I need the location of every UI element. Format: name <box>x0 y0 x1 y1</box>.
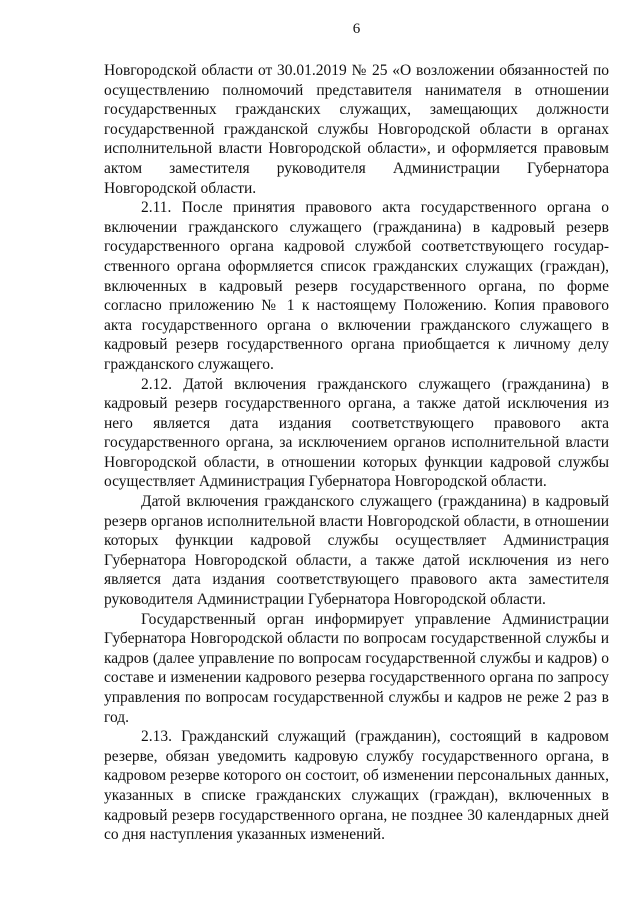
document-page <box>104 20 609 845</box>
paragraph-2-12-informing: Государственный орган информирует управление Администрации Губернатора Новгородской области по вопросам государственной службы и кадров (далее управление по вопросам государственной службы и кадров) о составе и изменении кадрового резерва государственного органа по запросу управления по вопросам государственной службы и кадров не реже 2 раз в год. <box>104 610 609 726</box>
paragraph-2-12-inclusion-date: Датой включения гражданского служащего (гражданина) в кадровый резерв органов исполнительной власти Новгородской области, в отношении которых функции кадровой службы осуществляет Администрация Губернатора Новгородской области, а также датой исключения из него является дата издания соответствующего правового акта заместителя руководителя Администрации Губернатора Новгородской области. <box>104 493 609 609</box>
paragraph-intro-continuation: Новгородской области от 30.01.2019 № 25 «О возложении обязанностей по осуществлению полномочий представителя нанимателя в отношении государственных гражданских служащих, замещающих должности государственной гражданской службы Новгородской области в органах исполнительной власти Новгородской области», и оформляется правовым актом заместителя руководителя Администрации Губернатора Новгородской области. <box>104 62 609 197</box>
paragraph-2-13: 2.13. Гражданский служащий (гражданин), состоящий в кадровом резерве, обязан уведомить кадровую службу государственного органа, в кадровом резерве которого он состоит, об изменении персональных данных, указанных в списке гражданских служащих (граждан), включенных в кадровый резерв государственного органа, не позднее 30 календарных дней со дня наступления указанных изменений. <box>104 728 609 844</box>
page-number: 6 <box>352 21 361 37</box>
paragraph-2-11: 2.11. После принятия правового акта государственного органа о включении гражданского служащего (гражданина) в кадровый резерв государственного органа кадровой службой соответствующего государственного органа оформляется список гражданских служащих (граждан), включенных в кадровый резерв государственного органа, по форме согласно приложению № 1 к настоящему Положению. Копия правового акта государственного органа о включении гражданского служащего в кадровый резерв государственного органа приобщается к личному делу гражданского служащего. <box>104 199 609 373</box>
paragraph-2-12: 2.12. Датой включения гражданского служащего (гражданина) в кадровый резерв государственного органа, а также датой исключения из него является дата издания соответствующего правового акта государственного органа, за исключением органов исполнительной власти Новгородской области, в отношении которых функции кадровой службы осуществляет Администрация Губернатора Новгородской области. <box>104 375 609 491</box>
